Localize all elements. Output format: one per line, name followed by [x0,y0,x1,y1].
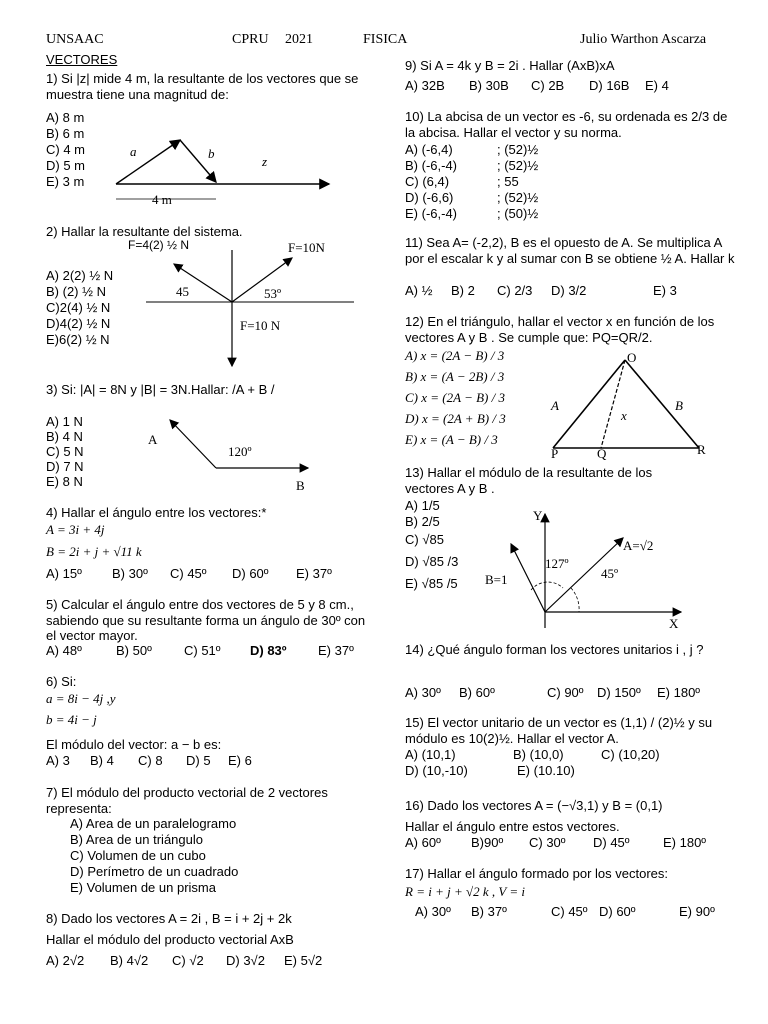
q14-option-d: D) 150º [597,685,641,700]
q5-option-e: E) 37º [318,643,354,658]
q7-option-d: D) Perímetro de un cuadrado [70,864,239,879]
q6-option-b: B) 4 [90,753,114,768]
q17-option-e: E) 90º [679,904,715,919]
q4-equation-a: A = 3i + 4j [46,522,105,537]
question-12 [405,314,735,345]
q1-vector-a [116,140,180,184]
question-1 [46,71,366,102]
q9-option-b: B) 30B [469,78,509,93]
question-3 [46,382,366,398]
q15-option-c: C) (10,20) [601,747,660,762]
q9-option-e: E) 4 [645,78,669,93]
q1-option-e: E) 3 m [46,174,85,189]
q1-option-b: B) 6 m [46,126,85,141]
q11-option-e: E) 3 [653,283,677,298]
question-10 [405,109,735,140]
question-15 [405,715,735,746]
q1-label-base: 4 m [152,192,172,207]
q13-option-b: B) 2/5 [405,514,440,529]
q12-label-x: x [621,408,627,423]
q2-label-f1: F=4(2) ½ N [128,238,190,252]
q3-option-d: D) 7 N [46,459,84,474]
q8-option-e: E) 5√2 [284,953,323,968]
q5-option-b: B) 50º [116,643,152,658]
q14-option-b: B) 60º [459,685,495,700]
q6-option-c: C) 8 [138,753,163,768]
q12-option-b: B) x = (A − 2B) / 3 [405,369,505,384]
q15-option-d: D) (10,-10) [405,763,468,778]
q4-option-b: B) 30º [112,566,148,581]
question-3-text: 3) Si: |A| = 8N y |B| = 3N.Hallar: /A + B / [46,382,275,397]
q17-option-d: D) 60º [599,904,636,919]
q16-option-a: A) 60º [405,835,441,850]
q8-text2: Hallar el módulo del producto vectorial AxB [46,932,294,947]
question-17-text: 17) Hallar el ángulo formado por los vectores: [405,866,669,881]
q1-figure [114,136,339,206]
q5-option-a: A) 48º [46,643,82,658]
question-16-text: 16) Dado los vectores A = (−√3,1) y B = (0,1) [405,798,663,813]
question-7-text: 7) El módulo del producto vectorial de 2 vectores representa: [46,785,328,816]
question-6-text: 6) Si: [46,674,77,689]
question-10-text: 10) La abcisa de un vector es -6, su ordenada es 2/3 de la abcisa. Hallar el vector y su norma. [405,109,728,140]
q13-label-x: X [669,616,679,631]
q2-option-b: B) (2) ½ N [46,284,106,299]
q10-norm-e: ; (50)½ [497,206,539,221]
header-school: UNSAAC [46,32,104,47]
q12-label-r: R [697,442,706,457]
question-15-text: 15) El vector unitario de un vector es (1,1) / (2)½ y su módulo es 10(2)½. Hallar el vector A. [405,715,713,746]
q4-equation-b: B = 2i + j + √11 k [46,544,142,559]
q10-option-b: B) (-6,-4) [405,158,457,173]
q2-label-ang2: 53º [264,286,282,301]
q13-option-e: E) √85 /5 [405,576,458,591]
q12-option-a: A) x = (2A − B) / 3 [405,348,505,363]
q4-option-c: C) 45º [170,566,207,581]
q12-vector-x [601,360,625,448]
q2-label-ang1: 45 [176,284,189,299]
q3-vector-a [170,420,216,468]
q5-option-c: C) 51º [184,643,221,658]
q13-label-a: A=√2 [623,538,654,553]
q13-arc-45 [571,588,579,612]
q12-label-p: P [551,446,559,461]
q6-option-d: D) 5 [186,753,211,768]
q8-option-c: C) √2 [172,953,204,968]
q7-option-c: C) Volumen de un cubo [70,848,206,863]
q2-option-e: E)6(2) ½ N [46,332,110,347]
header-subject: FISICA [363,32,408,47]
question-14-text: 14) ¿Qué ángulo forman los vectores unitarios i , j ? [405,642,704,657]
q1-option-c: C) 4 m [46,142,85,157]
q13-label-y: Y [533,508,543,523]
q15-option-a: A) (10,1) [405,747,456,762]
question-2-text: 2) Hallar la resultante del sistema. [46,224,243,239]
q2-figure [146,242,356,370]
question-12-text: 12) En el triángulo, hallar el vector x en función de los vectores A y B . Se cumple que: PQ=QR/2. [405,314,715,345]
q12-option-d: D) x = (2A + B) / 3 [405,411,506,426]
q9-option-c: C) 2B [531,78,565,93]
q9-option-d: D) 16B [589,78,630,93]
q11-option-a: A) ½ [405,283,433,298]
q3-label-ang: 120º [228,444,252,459]
q6-equation-b: b = 4i − j [46,712,97,727]
q13-vector-b [511,544,545,612]
q1-label-a: a [130,144,137,159]
q17-option-b: B) 37º [471,904,507,919]
q10-option-c: C) (6,4) [405,174,450,189]
q12-figure [545,352,720,462]
q10-norm-a: ; (52)½ [497,142,539,157]
q14-option-c: C) 90º [547,685,584,700]
q3-label-a: A [148,432,158,447]
question-7 [46,785,366,816]
q6-option-a: A) 3 [46,753,70,768]
header-cycle: CPRU [232,32,269,47]
q13-option-d: D) √85 /3 [405,554,459,569]
q16-option-b: B)90º [471,835,504,850]
q13-option-a: A) 1/5 [405,498,440,513]
q11-option-d: D) 3/2 [551,283,587,298]
q10-option-a: A) (-6,4) [405,142,453,157]
q12-side-b [625,360,699,448]
q12-side-a [553,360,625,448]
q1-label-b: b [208,146,215,161]
question-11-text: 11) Sea A= (-2,2), B es el opuesto de A. Se multiplica A por el escalar k y al sumar con B se obtiene ½ A. Hallar k [405,235,735,266]
q4-option-a: A) 15º [46,566,82,581]
header-year: 2021 [285,32,313,47]
q5-option-d: D) 83º [250,643,287,658]
q14-option-e: E) 180º [657,685,701,700]
q17-equation: R = i + j + √2 k , V = i [405,884,525,899]
question-4-text: 4) Hallar el ángulo entre los vectores:* [46,505,267,520]
question-4 [46,505,366,521]
header-author: Julio Warthon Ascarza [580,32,707,47]
q4-option-e: E) 37º [296,566,332,581]
q7-option-a: A) Area de un paralelogramo [70,816,237,831]
question-1-text: 1) Si |z| mide 4 m, la resultante de los vectores que se muestra tiene una magnitud de: [46,71,359,102]
section-title: VECTORES [46,52,118,67]
q8-option-a: A) 2√2 [46,953,85,968]
q16-option-e: E) 180º [663,835,707,850]
q13-label-ang2: 45º [601,566,619,581]
q9-option-a: A) 32B [405,78,445,93]
q3-label-b: B [296,478,305,493]
q17-option-c: C) 45º [551,904,588,919]
q10-option-e: E) (-6,-4) [405,206,457,221]
question-2 [46,224,366,240]
q2-label-f3: F=10 N [240,318,281,333]
q13-figure [483,508,683,633]
q14-option-a: A) 30º [405,685,441,700]
q3-figure [146,416,326,496]
question-5-text: 5) Calcular el ángulo entre dos vectores de 5 y 8 cm., sabiendo que su resultante forma un ángulo de 30º con el vector mayor. [46,597,366,643]
q2-option-c: C)2(4) ½ N [46,300,111,315]
q3-option-a: A) 1 N [46,414,83,429]
q12-label-o: O [627,350,637,365]
q8-option-d: D) 3√2 [226,953,265,968]
q15-option-b: B) (10,0) [513,747,564,762]
q6-equation-a: a = 8i − 4j ,y [46,691,116,706]
q11-option-b: B) 2 [451,283,475,298]
q12-option-c: C) x = (2A − B) / 3 [405,390,505,405]
q16-option-c: C) 30º [529,835,566,850]
question-13-text: 13) Hallar el módulo de la resultante de los vectores A y B . [405,465,653,496]
q1-option-a: A) 8 m [46,110,85,125]
question-11 [405,235,735,266]
q10-norm-d: ; (52)½ [497,190,539,205]
q3-option-e: E) 8 N [46,474,83,489]
q7-option-b: B) Area de un triángulo [70,832,203,847]
q6-option-e: E) 6 [228,753,252,768]
q13-arc-127 [531,582,563,590]
q11-option-c: C) 2/3 [497,283,533,298]
q13-label-ang1: 127º [545,556,569,571]
question-13 [405,465,695,496]
q13-option-c: C) √85 [405,532,444,547]
q16-text2: Hallar el ángulo entre estos vectores. [405,819,620,834]
q7-option-e: E) Volumen de un prisma [70,880,216,895]
q10-option-d: D) (-6,6) [405,190,454,205]
question-14 [405,642,735,658]
q16-option-d: D) 45º [593,835,630,850]
q12-label-b: B [675,398,683,413]
q12-label-a: A [551,398,559,413]
q12-label-q: Q [597,446,607,461]
question-8-text: 8) Dado los vectores A = 2i , B = i + 2j + 2k [46,911,292,926]
q8-option-b: B) 4√2 [110,953,149,968]
q13-label-b: B=1 [485,572,508,587]
q1-option-d: D) 5 m [46,158,85,173]
q6-text2: El módulo del vector: a − b es: [46,737,222,752]
q4-option-d: D) 60º [232,566,269,581]
question-5 [46,597,366,644]
q3-option-b: B) 4 N [46,429,83,444]
q10-norm-b: ; (52)½ [497,158,539,173]
q17-option-a: A) 30º [415,904,451,919]
q3-option-c: C) 5 N [46,444,84,459]
q2-label-f2: F=10N [288,240,325,255]
q2-option-a: A) 2(2) ½ N [46,268,114,283]
q2-option-d: D)4(2) ½ N [46,316,111,331]
q12-option-e: E) x = (A − B) / 3 [405,432,498,447]
q15-option-e: E) (10.10) [517,763,575,778]
q2-force-right [232,258,292,302]
question-9-text: 9) Si A = 4k y B = 2i . Hallar (AxB)xA [405,58,615,73]
q1-label-z: z [262,154,268,169]
q10-norm-c: ; 55 [497,174,519,189]
